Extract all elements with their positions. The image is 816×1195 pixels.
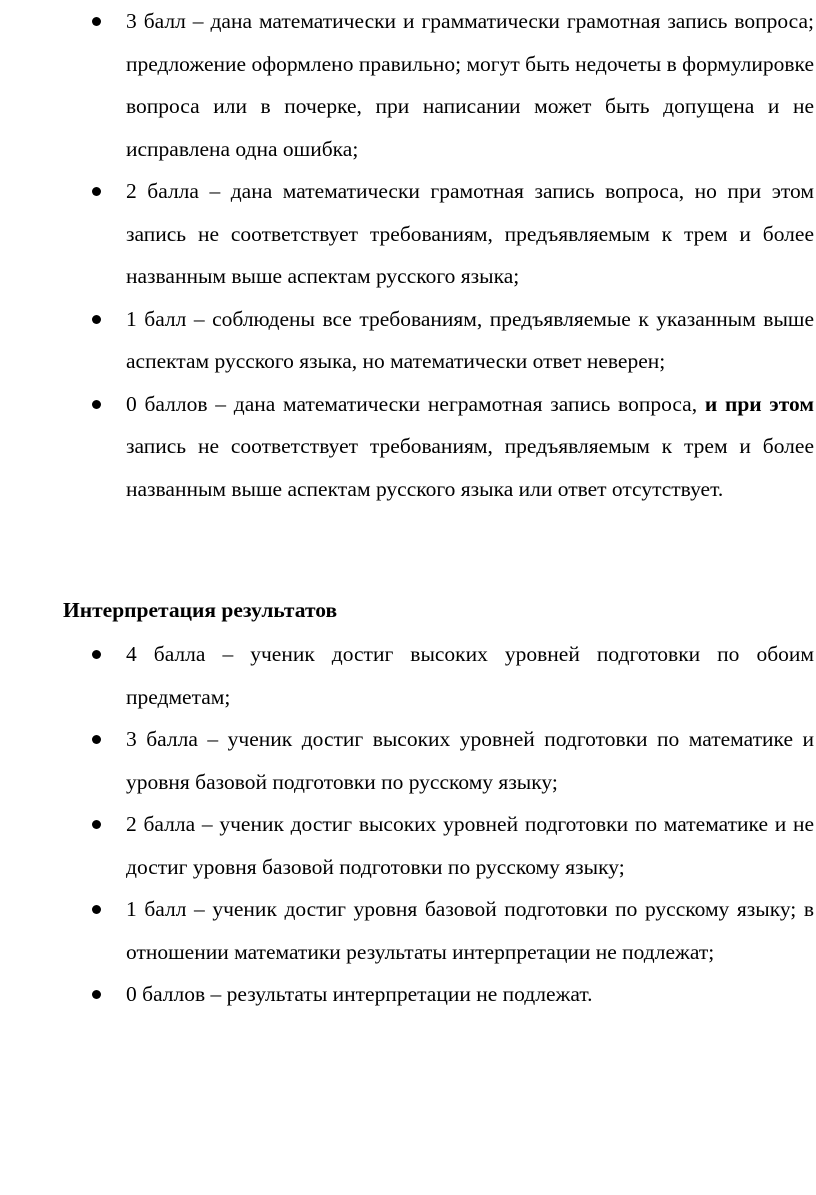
bullet-icon [92,820,101,829]
interpretation-text: 1 балл – ученик достиг уровня базовой подготовки по русскому языку; в отношении математики результаты интерпретации не подлежат; [126,897,814,964]
criterion-text: 2 балла – дана математически грамотная запись вопроса, но при этом запись не соответствует требованиям, предъявляемым к трем и более названным выше аспектам русского языка; [126,179,814,288]
bullet-icon [92,905,101,914]
bullet-icon [92,187,101,196]
interpretation-item-0 [0,973,816,1016]
interpretation-text: 4 балла – ученик достиг высоких уровней подготовки по обоим предметам; [126,642,814,709]
scoring-criteria-list [0,0,816,510]
criterion-emphasis: и при этом [704,391,814,416]
bullet-icon [92,315,101,324]
interpretation-text: 0 баллов – результаты интерпретации не подлежат. [126,982,593,1006]
interpretation-item-1 [0,888,816,973]
criterion-text: 3 балл – дана математически и грамматически грамотная запись вопроса; предложение оформлено правильно; могут быть недочеты в формулировке вопроса или в почерке, при написании может быть допущена и не исправлена одна ошибка; [126,9,814,161]
interpretation-text: 2 балла – ученик достиг высоких уровней подготовки по математике и не достиг уровня базовой подготовки по русскому языку; [126,812,814,879]
criterion-text: 0 баллов – дана математически неграмотная запись вопроса, [126,391,705,416]
bullet-icon [92,990,101,999]
criterion-item-0 [0,383,816,511]
interpretation-item-4 [0,633,816,718]
interpretation-item-3 [0,718,816,803]
bullet-icon [92,400,101,409]
bullet-icon [92,17,101,26]
bullet-icon [92,650,101,659]
bullet-icon [92,735,101,744]
criterion-text: запись не соответствует требованиям, предъявляемым к трем и более названным выше аспектам русского языка или ответ отсутствует. [126,434,814,501]
interpretation-text: 3 балла – ученик достиг высоких уровней подготовки по математике и уровня базовой подготовки по русскому языку; [126,727,814,794]
criterion-item-1 [0,298,816,383]
interpretation-item-2 [0,803,816,888]
interpretation-list [0,633,816,1016]
criterion-text: 1 балл – соблюдены все требованиям, предъявляемые к указанным выше аспектам русского языка, но математически ответ неверен; [126,306,814,373]
criterion-item-3 [0,0,816,170]
section-heading: Интерпретация результатов [63,598,338,622]
criterion-item-2 [0,170,816,298]
